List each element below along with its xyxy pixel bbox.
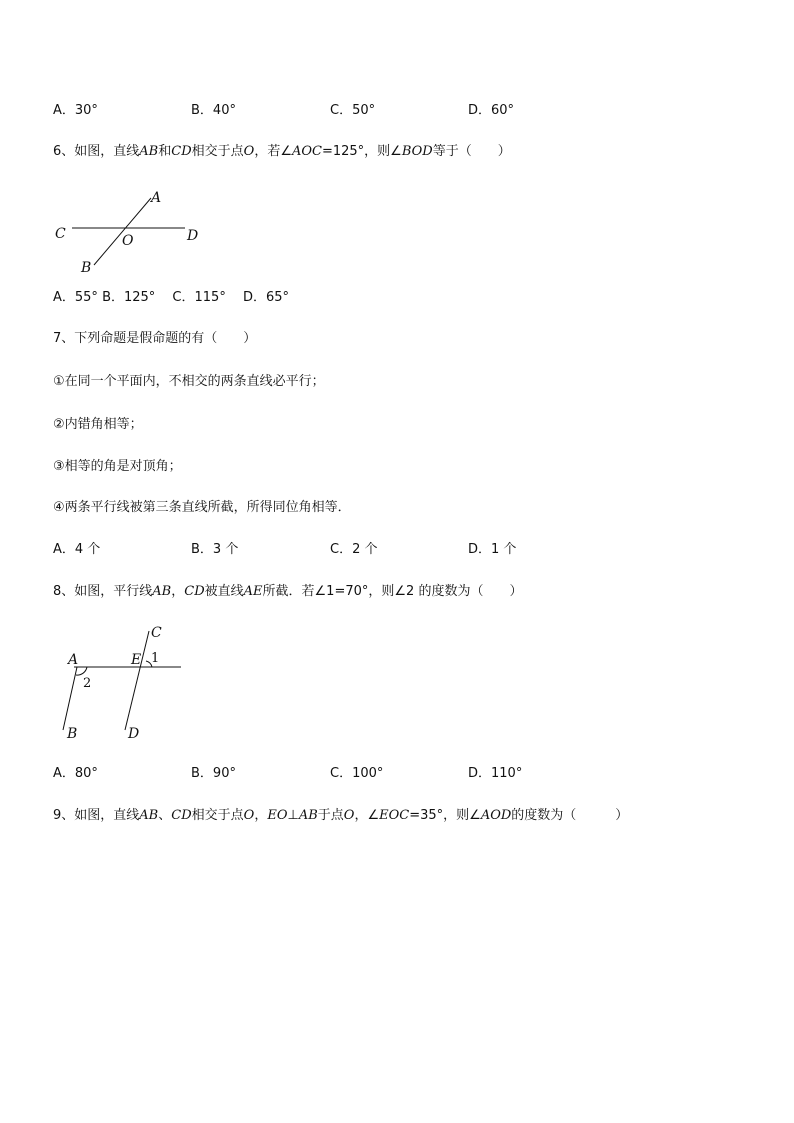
q6-angle-bod: BOD <box>401 144 433 159</box>
q9-text-5: 的度数为（ ） <box>511 808 629 823</box>
q8-stem <box>53 584 522 600</box>
q8-line-cd-segment <box>125 631 149 730</box>
q9-perp-symbol: ⊥ <box>287 808 299 823</box>
q8-sep: ， <box>171 584 185 599</box>
q6-label-d: D <box>187 228 199 244</box>
q8-line-ab: AB <box>152 584 172 599</box>
q7-option-c: C．2 个 <box>330 542 378 557</box>
q9-line-ab: AB <box>139 808 159 823</box>
q6-line-cd: CD <box>171 144 192 159</box>
q9-text-1: 相交于点 <box>191 808 244 823</box>
q5-option-d: D．60° <box>468 103 515 118</box>
q9-point-o-2: O <box>343 808 355 823</box>
q8-line-cd: CD <box>184 584 205 599</box>
q9-angle-aod: AOD <box>480 808 512 823</box>
q6-text-3: =125°，则∠ <box>321 144 402 159</box>
q8-option-d: D．110° <box>468 766 523 781</box>
q8-number: 8、如图，平行线 <box>53 584 153 599</box>
q9-point-o: O <box>243 808 255 823</box>
q7-item-3: ③相等的角是对顶角； <box>53 459 182 474</box>
q9-line-cd: CD <box>171 808 192 823</box>
q9-text-2: 于点 <box>317 808 344 823</box>
q6-point-o: O <box>243 144 255 159</box>
q6-text-1: 相交于点 <box>191 144 244 159</box>
q6-number: 6、如图，直线 <box>53 144 140 159</box>
q8-option-a: A．80° <box>53 766 98 781</box>
q6-text-2: ，若∠ <box>254 144 292 159</box>
q8-label-b: B <box>67 726 78 742</box>
q6-text-and: 和 <box>158 144 172 159</box>
q7-item-4: ④两条平行线被第三条直线所截，所得同位角相等． <box>53 500 351 515</box>
q7-item-2: ②内错角相等； <box>53 417 143 432</box>
q8-option-b: B．90° <box>191 766 236 781</box>
q8-label-c: C <box>151 625 162 641</box>
q7-stem: 7、下列命题是假命题的有（ ） <box>53 331 257 346</box>
q8-angle-2-arc <box>76 667 87 675</box>
q6-options: A．55° B．125° C．115° D．65° <box>53 290 290 305</box>
q8-label-2: 2 <box>83 676 92 691</box>
q6-line-ab-segment <box>94 198 151 265</box>
q6-label-c: C <box>55 226 66 242</box>
q8-figure <box>60 620 195 745</box>
q6-label-o: O <box>122 233 134 249</box>
q5-option-a: A．30° <box>53 103 98 118</box>
q8-label-1: 1 <box>151 651 160 666</box>
q9-stem <box>53 808 628 824</box>
q6-label-a: A <box>151 190 162 206</box>
q7-option-b: B．3 个 <box>191 542 239 557</box>
q8-text-2: 所截．若∠1=70°，则∠2 的度数为（ ） <box>262 584 523 599</box>
q9-text-4: =35°，则∠ <box>409 808 481 823</box>
q8-line-ae: AE <box>243 584 263 599</box>
q6-stem <box>53 144 511 160</box>
q8-line-ab-segment <box>63 667 77 730</box>
q9-angle-eoc: EOC <box>379 808 410 823</box>
q7-item-1: ①在同一个平面内，不相交的两条直线必平行； <box>53 374 325 389</box>
q6-label-b: B <box>81 260 92 276</box>
q9-line-eo: EO <box>267 808 288 823</box>
q9-sep: 、 <box>158 808 172 823</box>
q8-label-a: A <box>68 652 79 668</box>
q5-option-c: C．50° <box>330 103 376 118</box>
q7-option-d: D．1 个 <box>468 542 517 557</box>
q6-line-ab: AB <box>139 144 159 159</box>
q8-option-c: C．100° <box>330 766 384 781</box>
q7-option-a: A．4 个 <box>53 542 101 557</box>
q9-line-ab-2: AB <box>298 808 318 823</box>
q6-figure <box>48 186 208 278</box>
q6-angle-aoc: AOC <box>291 144 322 159</box>
q9-number: 9、如图，直线 <box>53 808 140 823</box>
q6-text-4: 等于（ ） <box>432 144 511 159</box>
q8-label-d: D <box>128 726 140 742</box>
q9-sep-2: ， <box>254 808 268 823</box>
q5-option-b: B．40° <box>191 103 236 118</box>
q8-text-1: 被直线 <box>204 584 244 599</box>
q8-label-e: E <box>131 652 142 668</box>
q9-text-3: ，∠ <box>354 808 380 823</box>
